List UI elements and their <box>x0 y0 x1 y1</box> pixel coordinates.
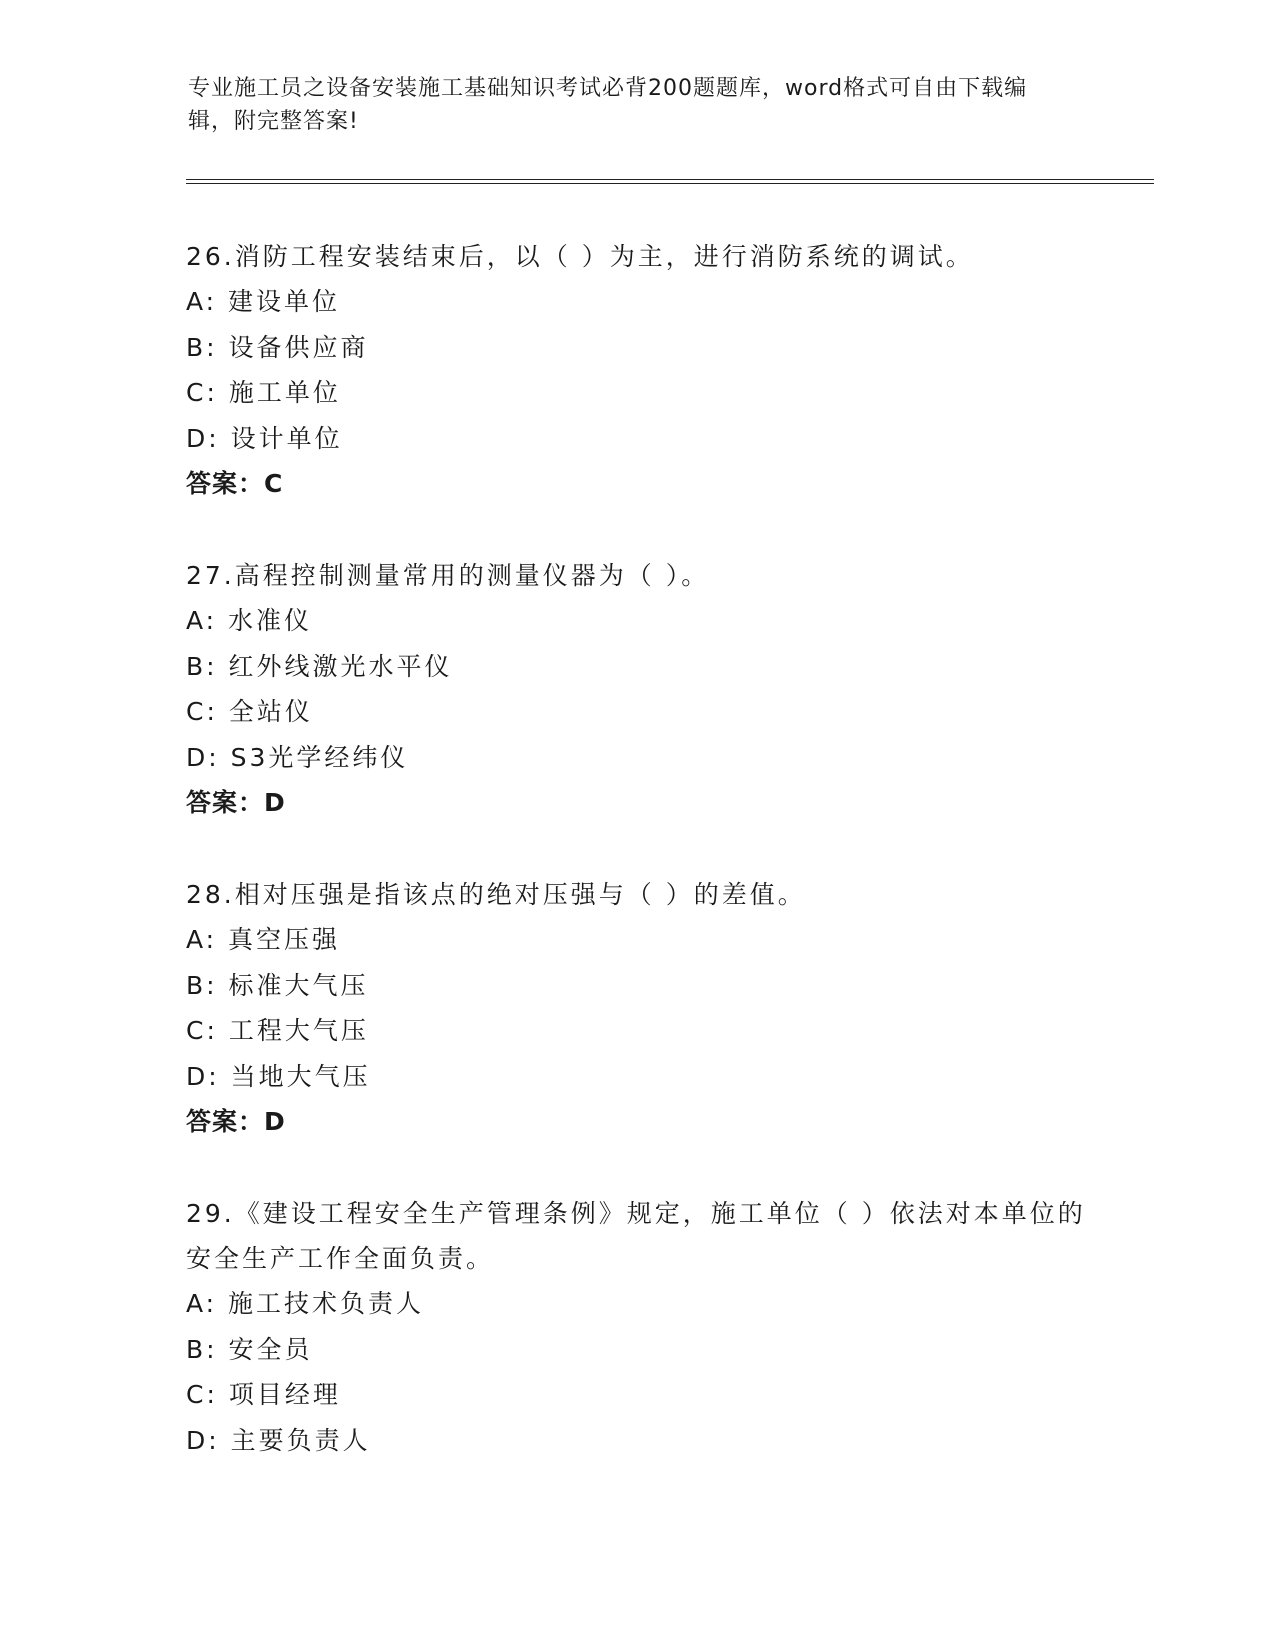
question-28 <box>186 872 1086 1145</box>
option-c: C: 项目经理 <box>186 1380 341 1409</box>
answer-label: 答案：D <box>186 1107 286 1136</box>
option-a: A: 水准仪 <box>186 606 313 635</box>
option-d: D: 主要负责人 <box>186 1425 371 1455</box>
answer-label: 答案：C <box>186 469 284 498</box>
question-29 <box>186 1191 1086 1463</box>
question-27 <box>186 553 1086 826</box>
option-a: A: 施工技术负责人 <box>186 1289 425 1318</box>
option-d: D: S3光学经纬仪 <box>186 742 409 772</box>
option-b: B: 红外线激光水平仪 <box>186 651 453 681</box>
option-c: C: 工程大气压 <box>186 1016 369 1045</box>
option-a: A: 建设单位 <box>186 287 341 316</box>
question-26 <box>186 234 1086 507</box>
answer-label: 答案：D <box>186 788 286 817</box>
option-b: B: 设备供应商 <box>186 332 369 362</box>
question-stem: 26.消防工程安装结束后，以（ ）为主，进行消防系统的调试。 <box>186 242 974 271</box>
option-c: C: 全站仪 <box>186 697 313 726</box>
option-d: D: 设计单位 <box>186 423 343 453</box>
option-a: A: 真空压强 <box>186 925 341 954</box>
question-stem: 27.高程控制测量常用的测量仪器为（ ）。 <box>186 561 710 590</box>
document-header: 专业施工员之设备安装施工基础知识考试必背200题题库，word格式可自由下载编辑，附完整答案! <box>188 76 1028 134</box>
header-divider-bottom <box>186 183 1154 184</box>
option-c: C: 施工单位 <box>186 378 341 407</box>
option-b: B: 安全员 <box>186 1334 313 1364</box>
question-stem: 28.相对压强是指该点的绝对压强与（ ）的差值。 <box>186 880 806 909</box>
option-b: B: 标准大气压 <box>186 970 369 1000</box>
option-d: D: 当地大气压 <box>186 1061 371 1091</box>
header-divider-top <box>186 179 1154 180</box>
question-stem: 29.《建设工程安全生产管理条例》规定，施工单位（ ）依法对本单位的安全生产工作全面负责。 <box>186 1199 1086 1273</box>
